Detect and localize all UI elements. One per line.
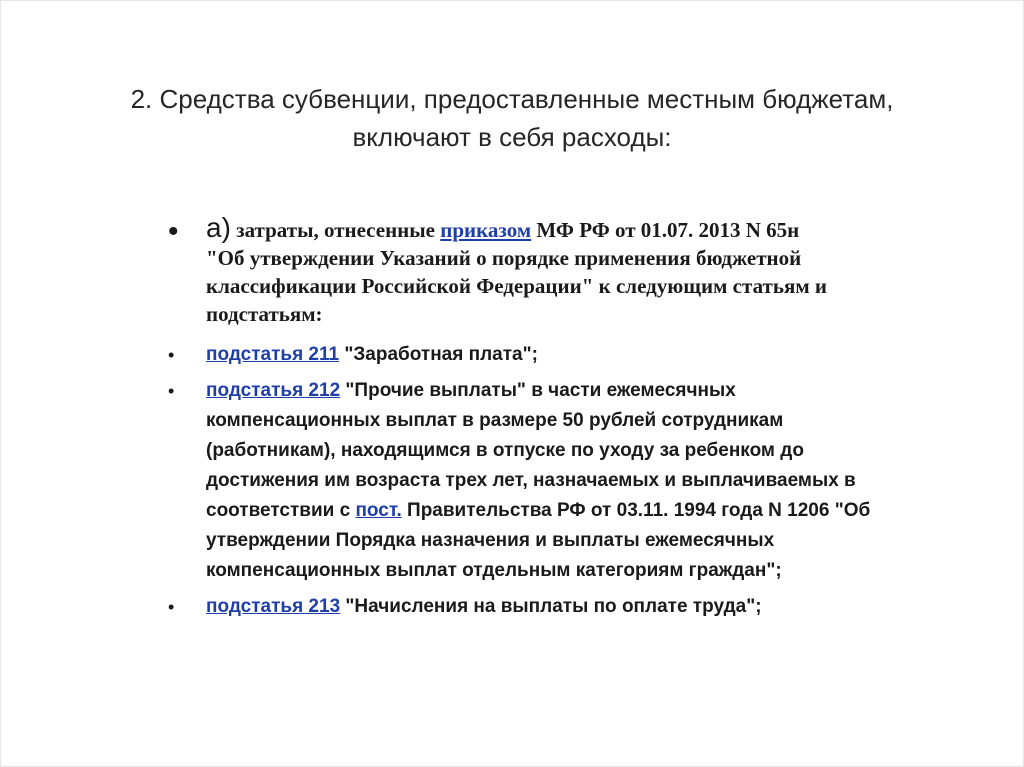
item-212-line-7: компенсационных выплат отдельным категориям граждан"; [206,560,782,581]
list-item-a [168,214,988,328]
item-213-text: "Начисления на выплаты по оплате труда"; [340,596,762,617]
item-211-text: "Заработная плата"; [339,344,538,365]
list-item-213 [168,592,988,622]
item-212-text: "Прочие выплаты" в части ежемесячных [340,380,736,401]
bullet-icon: • [168,597,175,617]
order-link[interactable]: приказом [440,218,532,242]
title-line-1: 2. Средства субвенции, предоставленные местным бюджетам, [130,84,894,114]
item-a-line-1 [206,214,988,244]
item-212-line-6: утверждении Порядка назначения и выплаты ежемесячных [206,530,775,551]
item-212-line-3: (работникам), находящимся в отпуске по уходу за ребенком до [206,440,804,461]
item-212-line-4: достижения им возраста трех лет, назначаемых и выплачиваемых в [206,470,856,491]
item-a-line-4: подстатьям: [206,302,323,326]
slide-title [60,80,964,156]
item-a-line-3: классификации Российской Федерации" к следующим статьям и [206,274,827,298]
item-a-line-2: "Об утверждении Указаний о порядке применения бюджетной [206,246,802,270]
item-212-text-before-link: соответствии с [206,500,356,521]
subarticle-211-link[interactable]: подстатья 211 [206,344,340,365]
item-213-line [206,592,988,622]
item-211-line [206,340,988,370]
title-line-2: включают в себя расходы: [352,122,672,152]
item-212-line-1 [206,376,988,406]
bullet-list [168,214,988,628]
item-212-text-after-link: Правительства РФ от 03.11. 1994 года N 1206 "Об [401,500,871,521]
list-item-212 [168,376,988,586]
item-a-text: затраты, отнесенные [230,218,441,242]
bullet-icon: • [168,215,179,248]
item-212-line-2: компенсационных выплат в размере 50 рублей сотрудникам [206,410,784,431]
bullet-icon: • [168,345,175,365]
item-letter: а) [206,212,231,243]
list-item-211 [168,340,988,370]
item-212-line-5 [206,496,988,526]
subarticle-212-link[interactable]: подстатья 212 [206,380,341,401]
bullet-icon: • [168,381,175,401]
item-a-text-rest: МФ РФ от 01.07. 2013 N 65н [531,218,800,242]
resolution-link[interactable]: пост. [355,500,402,521]
subarticle-213-link[interactable]: подстатья 213 [206,596,341,617]
